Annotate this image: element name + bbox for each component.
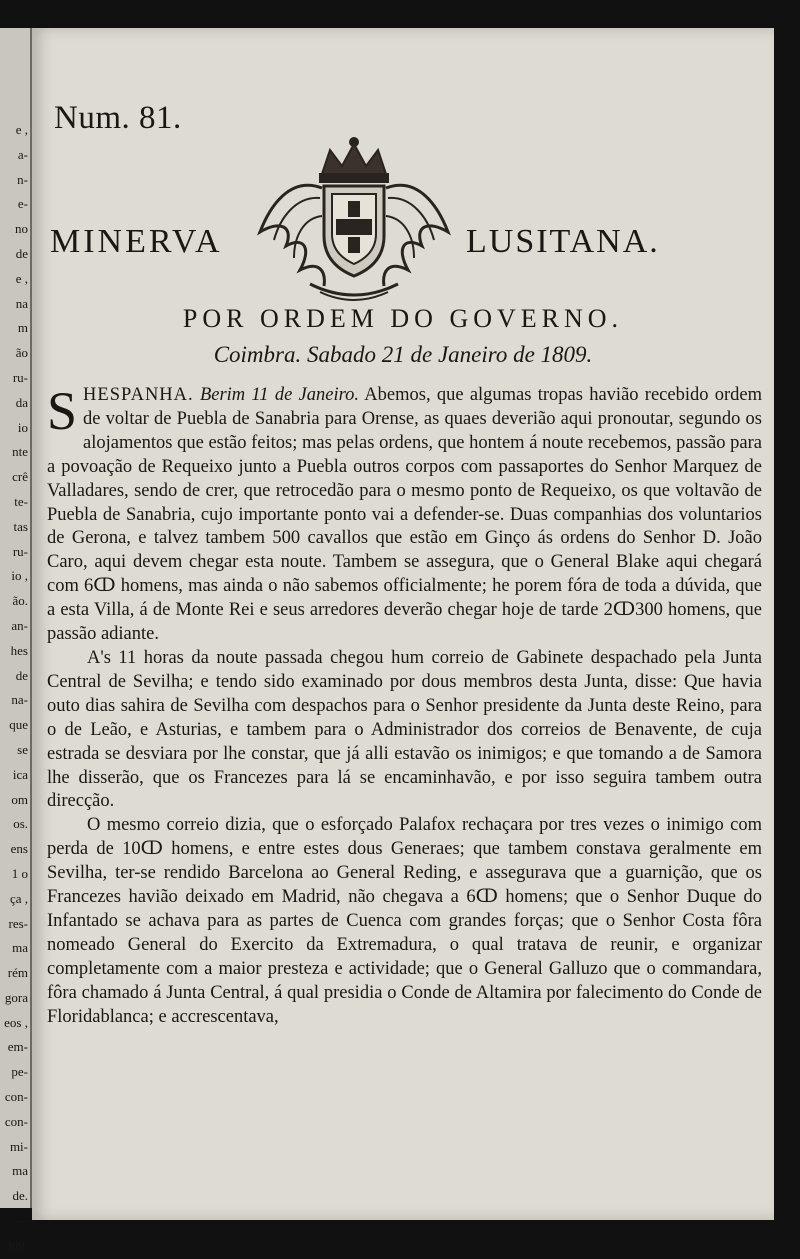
adjacent-page-fragment: pe- (11, 1064, 28, 1080)
adjacent-page-fragment: res- (8, 915, 28, 931)
adjacent-page-fragment: de (15, 245, 28, 261)
adjacent-page-fragment: ru- (12, 543, 28, 559)
masthead-title-right: LUSITANA. (466, 223, 660, 260)
adjacent-page-fragment: e , (15, 122, 28, 137)
adjacent-page-fragment: ão. (12, 593, 28, 609)
adjacent-page-fragment: ens (10, 841, 28, 857)
adjacent-page-fragment: con- (4, 1089, 28, 1105)
adjacent-page-fragment: ica (12, 766, 28, 782)
adjacent-page-fragment: no (15, 221, 28, 237)
adjacent-page-fragment: mi- (9, 1138, 28, 1154)
adjacent-page-fragment: rém (7, 965, 28, 981)
adjacent-page-fragment: na (15, 295, 28, 311)
section-heading: HESPANHA. (83, 385, 194, 405)
paragraph-3: O mesmo correio dizia, que o esforçado Palafox rechaçara por tres vezes o inimigo com perda de 10ↀ homens, e entre estes dous Generaes; que tambem constava geralmente em Sevilha, ter-se rendido Barcelona ao General Reding, e assegurava que a guarnição, que os Francezes havião deixado em Madrid, não chegava a 6ↀ homens; que o Senhor Duque do Infantado se achava para as partes de Cuenca com grandes forças; que o Senhor Costa fôra nomeado General do Exercito da Extremadura, o qual tratava de reunir, e organizar completamente com a maior presteza e actividade; que o General Galluzo que o commandara, fôra chamado á Junta Central, á qual presidia o Conde de Altamira por falecimento do Conde de Floridablanca; e accrescentava, (47, 815, 762, 1027)
adjacent-page-fragment: ma (12, 1163, 28, 1179)
adjacent-page-fragment: em- (7, 1039, 28, 1055)
article-body (47, 381, 763, 1029)
adjacent-page-fragment: de. (12, 1188, 28, 1204)
adjacent-page-fragment: os. (13, 816, 28, 832)
adjacent-page-fragment: io (17, 419, 28, 435)
adjacent-page-fragment: 309. (5, 1237, 28, 1253)
adjacent-page-fragment: n- (17, 171, 28, 187)
adjacent-page-fragment: ma (12, 940, 28, 956)
newspaper-page (32, 28, 774, 1220)
adjacent-page-fragment: om (11, 791, 28, 807)
adjacent-page-fragment: ça , (9, 890, 28, 906)
adjacent-page-fragment: 1 o (11, 865, 28, 881)
adjacent-page-fragment: an- (11, 617, 28, 633)
adjacent-page-fragment: da (15, 394, 28, 410)
adjacent-page-edge (0, 28, 32, 1253)
adjacent-page-fragment: gora (4, 989, 28, 1005)
adjacent-page-fragment: hes (10, 642, 28, 658)
adjacent-page-fragment: que (9, 717, 28, 733)
adjacent-page-fragment: se (17, 741, 28, 757)
adjacent-page-fragment: e , (15, 270, 28, 286)
adjacent-page-fragment: e- (17, 196, 28, 212)
coat-of-arms-icon (250, 136, 458, 306)
subtitle: POR ORDEM DO GOVERNO. (182, 304, 624, 333)
adjacent-page-fragment: nte (12, 444, 28, 460)
adjacent-page-fragment: de (15, 667, 28, 683)
adjacent-page-fragment: ão (15, 345, 28, 361)
issue-number: Num. 81. (54, 100, 182, 136)
adjacent-page-fragment: io , (11, 568, 28, 584)
adjacent-page-fragment: eos , (4, 1014, 28, 1030)
adjacent-page-fragment: — (15, 1213, 28, 1229)
adjacent-page-fragment: ru- (12, 369, 28, 385)
paragraph-1-text: Abemos, que algumas tropas havião recebido ordem de voltar de Puebla de Sanabria para Orense, as quaes deverião aqui pronoutar, segundo os alojamentos que estão feitos; mas pelas ordens, que hontem á noute recebemos, passão para a povoação de Requeixo junto a Puebla outros corpos com passaportes do Senhor Marquez de Valladares, sendo de crer, que retrocedão para o mesmo ponto de Requeixo, os que voltavão de Puebla de Sanabria, cujo importante ponto vai a defender-se. Duas companhias dos voluntarios de Gerona, e talvez tambem 500 cavallos que estão em Ginço ás ordens do Senhor D. João Caro, aqui devem chegar esta noute. Tambem se assegura, que o General Blake aqui chegará com 6ↀ homens, mas ainda o não sabemos officialmente; he porem fóra de toda a dúvida, que a esta Villa, á de Monte Rei e seus arredores deverão chegar hoje de tarde 2ↀ300 homens, que passão adiante. (47, 385, 763, 645)
adjacent-page-fragment: tas (13, 518, 28, 534)
adjacent-page-text (0, 28, 30, 1259)
masthead-title-left: MINERVA (50, 223, 223, 260)
adjacent-page-fragment: a- (17, 146, 28, 162)
adjacent-page-fragment: m (17, 320, 28, 336)
heading-place: Berim 11 de Janeiro. (199, 385, 360, 405)
dateline: Coimbra. Sabado 21 de Janeiro de 1809. (213, 342, 593, 367)
adjacent-page-fragment: te- (14, 493, 28, 509)
adjacent-page-fragment: con- (4, 1113, 28, 1129)
adjacent-page-fragment: crê (12, 469, 28, 485)
paragraph-1 (47, 381, 763, 647)
adjacent-page-fragment: na- (11, 692, 28, 708)
drop-cap: S (47, 381, 78, 441)
paragraph-2: A's 11 horas da noute passada chegou hum correio de Gabinete despachado pela Junta Central de Sevilha; e tendo sido examinado por dous membros desta Junta, disse: Que havia outo dias sahira de Sevilha com despachos para o Senhor presidente da Junta deste Reino, para o de Leão, e Asturias, e tambem para o Administrador dos correios de Benavente, de cuja estrada se desviara por lhe constar, que já alli estavão os inimigos; e que tomando a de Samora lhe disserão, que os Francezes para lá se encaminhavão, e por isso seguira tambem outra direcção. (47, 647, 762, 812)
